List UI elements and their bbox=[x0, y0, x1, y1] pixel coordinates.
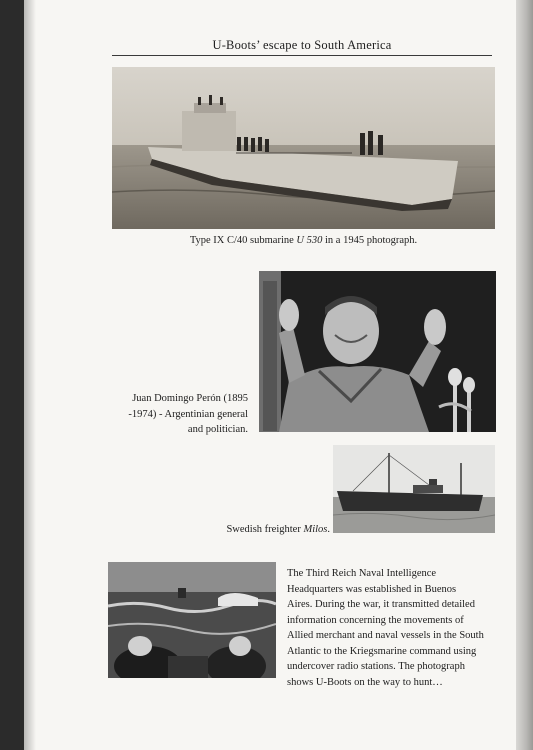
uboot-at-sea-photo bbox=[108, 562, 276, 678]
caption-text: in a 1945 photograph. bbox=[322, 235, 418, 246]
caption-line: and politician. bbox=[187, 424, 248, 435]
text-line: Atlantic to the Kriegsmarine command using bbox=[287, 645, 477, 657]
freighter-caption bbox=[180, 522, 330, 538]
text-line: Allied merchant and naval vessels in the South bbox=[287, 630, 484, 641]
peron-caption bbox=[112, 391, 248, 438]
submarine-caption bbox=[112, 233, 495, 249]
freighter-photo bbox=[333, 445, 495, 533]
caption-italic: Milos bbox=[303, 524, 328, 535]
page-gutter-shadow bbox=[24, 0, 36, 750]
body-paragraph bbox=[287, 566, 497, 690]
header-rule bbox=[112, 55, 492, 56]
text-line: The Third Reich Naval Intelligence bbox=[287, 568, 437, 579]
submarine-photo bbox=[112, 67, 495, 229]
text-line: information concerning the movements of bbox=[287, 614, 464, 626]
caption-text: Swedish freighter bbox=[226, 524, 304, 535]
peron-photo bbox=[259, 271, 496, 432]
caption-text: . bbox=[327, 524, 330, 535]
text-line: Headquarters was established in Buenos bbox=[287, 583, 457, 595]
running-head: U-Boots’ escape to South America bbox=[212, 38, 392, 52]
text-line: undercover radio stations. The photograph bbox=[287, 661, 465, 672]
text-line: shows U-Boots on the way to hunt… bbox=[287, 676, 443, 688]
caption-text: Type IX C/40 submarine bbox=[189, 235, 297, 246]
page-edge bbox=[516, 0, 533, 750]
text-line: Aires. During the war, it transmitted detailed bbox=[287, 599, 475, 610]
caption-line: -1974) - Argentinian general bbox=[128, 408, 248, 420]
caption-italic: U 530 bbox=[296, 235, 323, 246]
caption-line: Juan Domingo Perón (1895 bbox=[132, 393, 248, 404]
